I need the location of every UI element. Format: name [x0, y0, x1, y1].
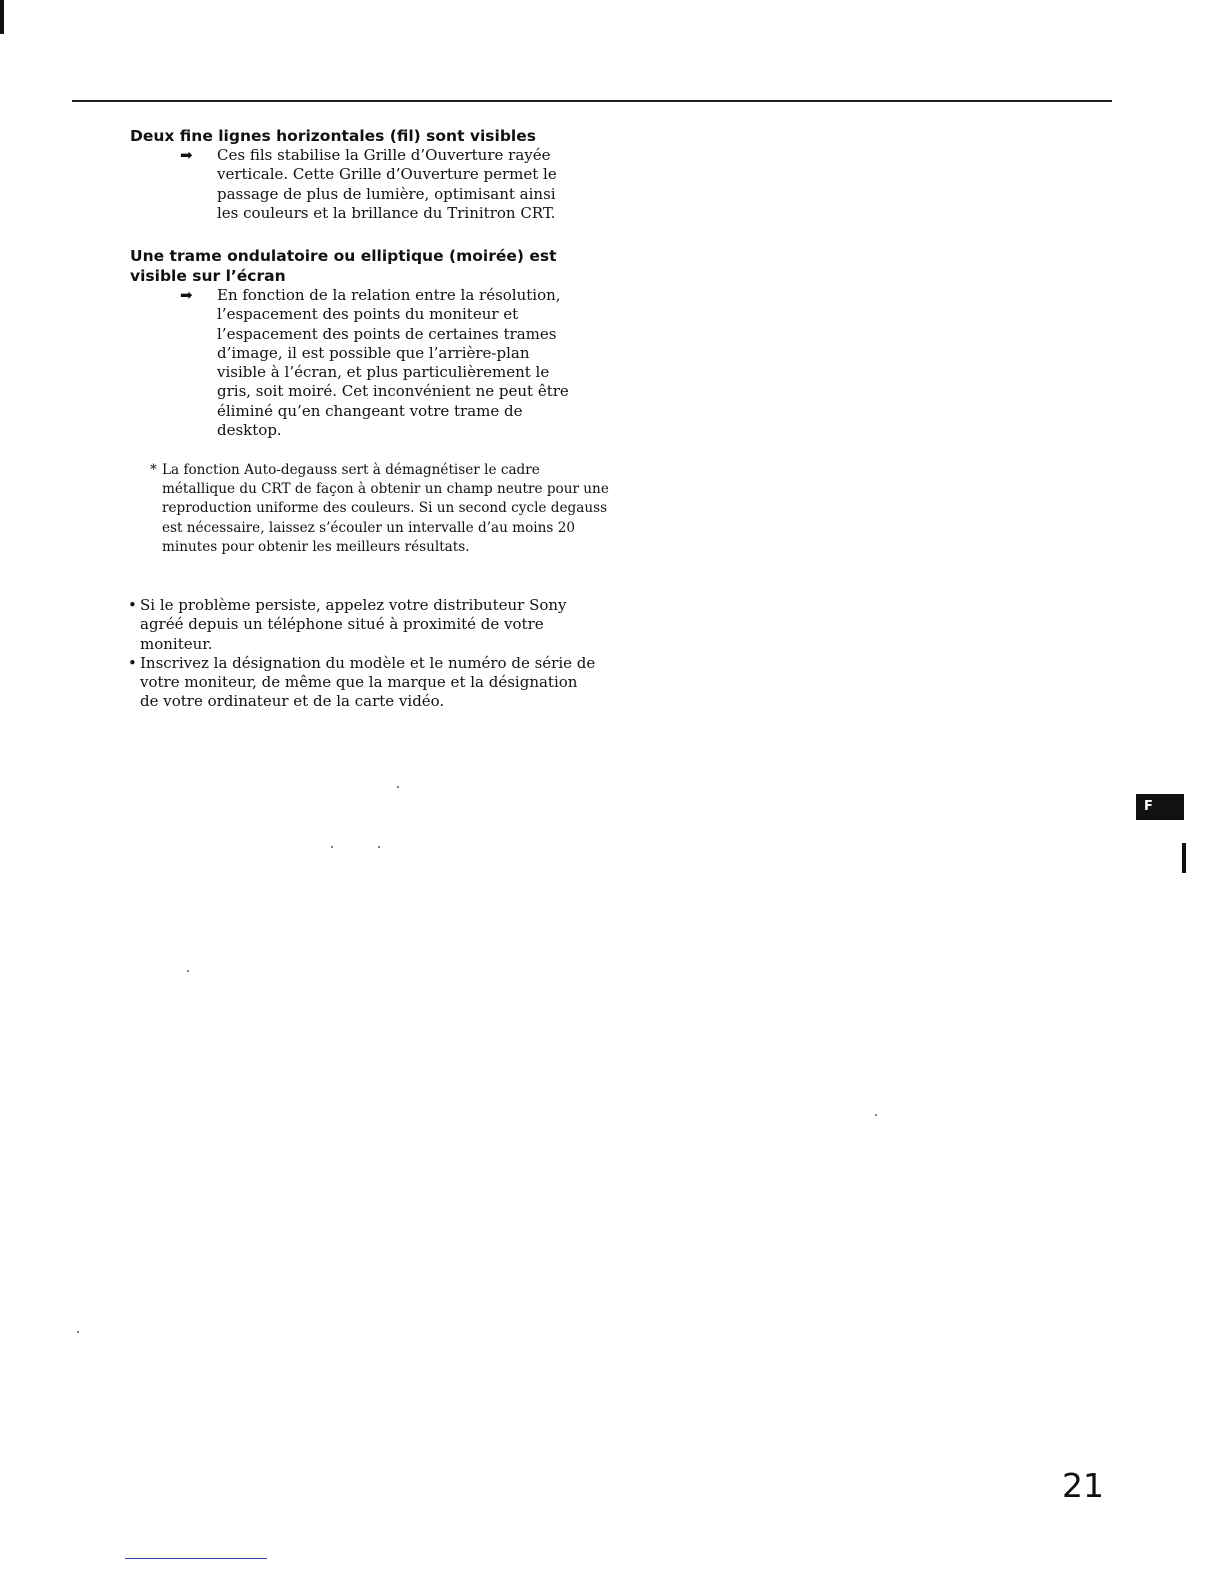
list-item [128, 596, 598, 654]
list-item-text: Si le problème persiste, appelez votre distributeur Sony agréé depuis un téléphone situé à proximité de votre moniteur. [140, 596, 567, 653]
item-heading: Une trame ondulatoire ou elliptique (moirée) est visible sur l’écran [130, 247, 557, 285]
troubleshooting-item-2 [130, 246, 600, 440]
item-answer [180, 286, 572, 440]
item-answer-text: En fonction de la relation entre la résolution, l’espacement des points du moniteur et l’espacement des points de certaines trames d’image, il est possible que l’arrière-plan visible à l’écran, et plus particulièrement le gris, soit moiré. Cet inconvénient ne peut être éliminé qu’en changeant votre trame de desktop. [217, 286, 569, 440]
item-answer [180, 146, 572, 223]
troubleshooting-item-1 [130, 126, 600, 223]
item-answer-text: Ces fils stabilise la Grille d’Ouverture rayée verticale. Cette Grille d’Ouverture permet le passage de plus de lumière, optimisant ainsi les couleurs et la brillance du Trinitron CRT. [217, 146, 557, 222]
language-tab: F [1136, 794, 1184, 820]
bullet-marker: • [128, 653, 137, 672]
header-rule [72, 100, 1112, 102]
item-heading: Deux fine lignes horizontales (fil) sont visibles [130, 127, 536, 145]
list-item [128, 654, 598, 712]
scan-speck [331, 846, 333, 848]
page-number: 21 [1062, 1466, 1104, 1505]
arrow-right-icon: ➡ [180, 286, 193, 304]
arrow-right-icon: ➡ [180, 146, 193, 164]
footnote-marker: * [150, 462, 157, 478]
bullet-marker: • [128, 596, 137, 614]
scan-speck [397, 786, 399, 788]
scan-edge-mark [0, 0, 4, 34]
footnote [150, 461, 612, 557]
list-item-text: Inscrivez la désignation du modèle et le numéro de série de votre moniteur, de même que la marque et la désignation de votre ordinateur et de la carte vidéo. [140, 653, 596, 711]
bullet-list [128, 596, 598, 712]
scan-speck [77, 1331, 79, 1333]
scan-speck [187, 970, 189, 972]
scan-speck [875, 1114, 877, 1116]
scan-speck [378, 846, 380, 848]
footnote-text: La fonction Auto-degauss sert à démagnétiser le cadre métallique du CRT de façon à obtenir un champ neutre pour une reproduction uniforme des couleurs. Si un second cycle degauss est nécessaire, laissez s’écouler un intervalle d’au moins 20 minutes pour obtenir les meilleurs résultats. [162, 462, 609, 555]
footer-rule [125, 1558, 267, 1559]
side-index-mark [1182, 843, 1186, 873]
